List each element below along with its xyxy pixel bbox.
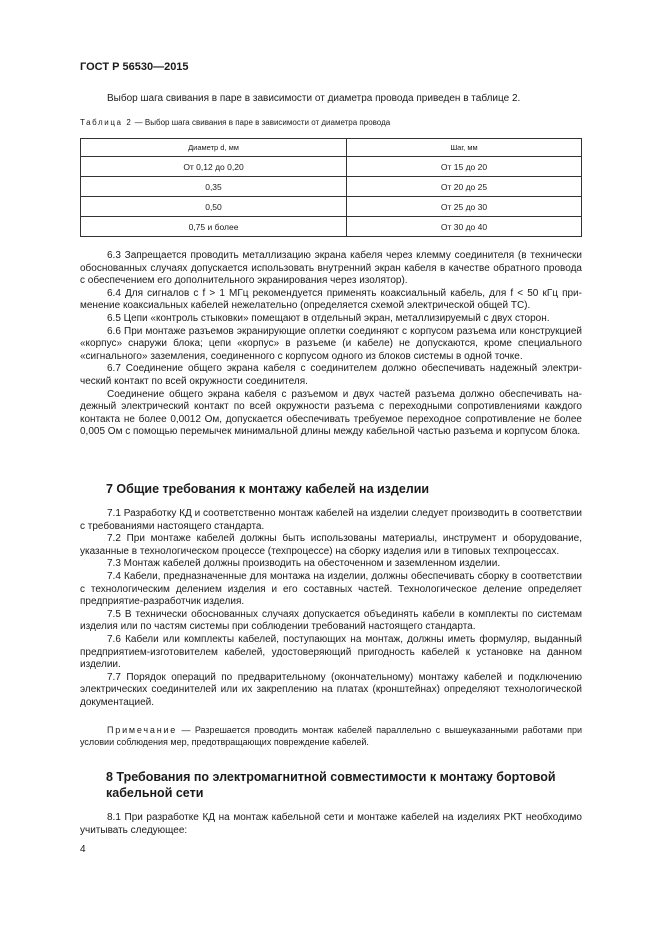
table-cell: 0,35 bbox=[81, 177, 347, 197]
paragraph: 6.5 Цепи «контроль стыковки» помещают в отдельный экран, металлизируемый с двух сторон. bbox=[107, 312, 550, 324]
table-header-diameter: Диаметр d, мм bbox=[81, 139, 347, 157]
note bbox=[80, 725, 582, 749]
table-caption-text: — Выбор шага свивания в паре в зависимости от диаметра провода bbox=[132, 118, 391, 127]
section-7-text bbox=[80, 508, 582, 710]
twist-pitch-table bbox=[80, 138, 582, 237]
paragraph: 7.2 При монтаже кабелей должны быть использованы материалы, инструмент и оборудование, указанные в технологическом процессе (техпроцессе) на сборку изделия или в типовых техпроцессах. bbox=[80, 533, 582, 557]
paragraph: 6.6 При монтаже разъемов экранирующие оплетки соединяют с корпусом разъема или конструкцией «корпус» снаружи блока; цепи «корпус» в разъеме (и кабеле) не допускаются, кроме специального «сигнального» заземления, соединенного с корпусом одного из блоков системы в одной точке. bbox=[80, 325, 582, 362]
section-8-heading: 8 Требования по электромагнитной совместимости к монтажу бортовой кабельной сети bbox=[106, 770, 556, 800]
table-caption-label: Таблица 2 bbox=[80, 118, 133, 127]
paragraph: 7.7 Порядок операций по предварительному (окончательному) монтажу кабелей и подключению электрических соединителей или их закреплению на платах (кронштейнах) определяют технологической документацией. bbox=[80, 671, 582, 708]
table-cell: 0,75 и более bbox=[81, 217, 347, 237]
paragraph: 6.4 Для сигналов с f > 1 МГц рекомендуется применять коаксиальный кабель, для f < 50 кГц применение коаксиальных кабелей нежелательно (определяется схемой электрической общей ТС). bbox=[80, 287, 582, 312]
table-caption bbox=[80, 118, 390, 127]
document-header: ГОСТ Р 56530—2015 bbox=[80, 61, 189, 73]
paragraph: Соединение общего экрана кабеля с разъемом и двух частей разъема должно обеспечивать надежный электрический контакт по всей окружности разъема с переходными сопротивлениями каждого контакта не более 0,0012 Ом, допускается обеспечивать требуемое переходное сопротивление не более 0,005 Ом с помощью перемычек минимальной длины между кабельной частью разъема и корпусом блока. bbox=[80, 388, 582, 438]
note-label: Примечание bbox=[107, 725, 178, 735]
table-cell: От 20 до 25 bbox=[347, 177, 582, 197]
paragraph: 6.3 Запрещается проводить металлизацию экрана кабеля через клемму соединителя (в технически обоснованных случаях допускается использовать внутренний экран кабеля в качестве обратного провода с обеспечением его дополнительного экранирования через изолятор). bbox=[80, 250, 582, 287]
paragraph: 6.7 Соединение общего экрана кабеля с соединителем должно обеспечивать надежный электрический контакт по всей окружности соединителя. bbox=[80, 363, 582, 387]
table-cell: От 0,12 до 0,20 bbox=[81, 157, 347, 177]
table-cell: От 25 до 30 bbox=[347, 197, 582, 217]
section-7-heading: 7 Общие требования к монтажу кабелей на изделии bbox=[106, 482, 430, 496]
page-number: 4 bbox=[80, 844, 86, 855]
section-8-text bbox=[80, 812, 582, 837]
table-row bbox=[81, 197, 582, 217]
table-cell: 0,50 bbox=[81, 197, 347, 217]
section-6-text bbox=[80, 250, 582, 439]
table-row bbox=[81, 217, 582, 237]
intro-paragraph: Выбор шага свивания в паре в зависимости от диаметра провода приведен в таблице 2. bbox=[107, 93, 521, 104]
paragraph: 7.3 Монтаж кабелей должны производить на обесточенном и заземленном изделии. bbox=[107, 558, 501, 570]
paragraph: 8.1 При разработке КД на монтаж кабельной сети и монтаже кабелей на изделиях РКТ необходимо учитывать следующее: bbox=[80, 812, 582, 836]
table-cell: От 15 до 20 bbox=[347, 157, 582, 177]
paragraph: 7.4 Кабели, предназначенные для монтажа на изделии, должны обеспечивать сборку в соответствии с технологическим делением изделия и его составных частей. Технологическое деление определяет предприятие-разработчик изделия. bbox=[80, 570, 582, 608]
table-header-row bbox=[81, 139, 582, 157]
paragraph: 7.1 Разработку КД и соответственно монтаж кабелей на изделии следует производить в соответствии с требованиями настоящего стандарта. bbox=[80, 508, 582, 532]
table-row bbox=[81, 157, 582, 177]
paragraph: 7.5 В технически обоснованных случаях допускается объединять кабели в комплекты по системам изделия или по частям системы при соблюдении требований настоящего стандарта. bbox=[80, 608, 582, 633]
table-row bbox=[81, 177, 582, 197]
table-header-pitch: Шаг, мм bbox=[347, 139, 582, 157]
note-text: — Разрешается проводить монтаж кабелей параллельно с вышеуказанными работами при условии соблюдения мер, предотвращающих повреждение кабелей. bbox=[80, 725, 582, 747]
paragraph: 7.6 Кабели или комплекты кабелей, поступающих на монтаж, должны иметь формуляр, выданный предприятием-изготовителем кабелей, удостоверяющий пригодность кабелей к установке на данном изделии. bbox=[80, 633, 582, 671]
table-cell: От 30 до 40 bbox=[347, 217, 582, 237]
